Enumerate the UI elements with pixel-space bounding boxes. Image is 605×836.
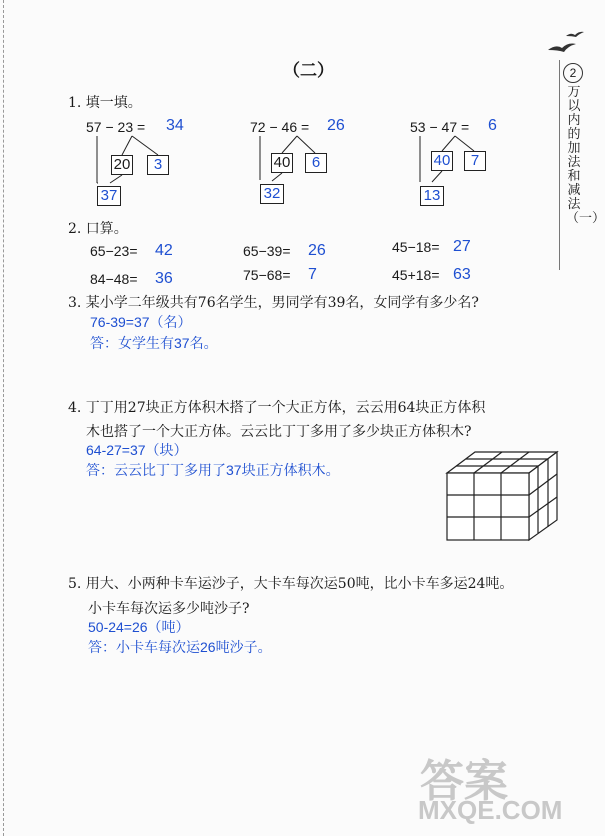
q2-answer: 26 (308, 242, 326, 259)
bird-icon (548, 44, 576, 53)
q1-box-result: 32 (260, 184, 284, 204)
q5-answer: 答：小卡车每次运26吨沙子。 (88, 639, 272, 655)
watermark-logo: 答案 (420, 757, 508, 806)
q2-eq: 65−23= (90, 243, 138, 259)
q2-eq: 45+18= (392, 267, 440, 283)
q1-box-ones: 6 (305, 153, 327, 173)
q1-eq: 72 − 46 = (250, 119, 310, 135)
q2-answer: 42 (155, 242, 173, 259)
q1-box-result: 13 (420, 186, 444, 206)
q4-answer: 答：云云比丁丁多用了37块正方体积木。 (86, 462, 340, 478)
q1-label: 1. 填一填。 (68, 95, 142, 111)
q3-label: 3. 某小学二年级共有76名学生，男同学有39名，女同学有多少名? (68, 295, 479, 311)
q2-eq: 84−48= (90, 271, 138, 287)
page-number-badge: 2 (563, 63, 583, 83)
q5-label-line2: 小卡车每次运多少吨沙子? (88, 601, 250, 617)
q2-answer: 7 (308, 266, 317, 283)
chapter-title: 万以内的加法和减法（一） (566, 85, 605, 226)
q1-box-ones: 3 (147, 155, 169, 175)
bird-icon (566, 32, 584, 37)
q2-eq: 75−68= (243, 267, 291, 283)
q4-calc: 64-27=37（块） (86, 442, 188, 458)
q1-box-ones: 7 (464, 151, 486, 171)
q1-box-result: 37 (97, 186, 121, 206)
watermark-url: MXQE.COM (418, 795, 563, 825)
q2-label: 2. 口算。 (68, 221, 128, 237)
q1-answer: 34 (166, 117, 184, 134)
q5-calc: 50-24=26（吨） (88, 619, 190, 635)
side-divider (559, 60, 560, 270)
q2-eq: 45−18= (392, 239, 440, 255)
q2-eq: 65−39= (243, 243, 291, 259)
q1-eq: 57 − 23 = (86, 119, 146, 135)
q1-box-tens: 40 (271, 153, 293, 173)
q1-eq: 53 − 47 = (410, 119, 470, 135)
q2-answer: 63 (453, 266, 471, 283)
q5-label-line1: 5. 用大、小两种卡车运沙子，大卡车每次运50吨，比小卡车多运24吨。 (68, 576, 514, 592)
section-title: （二） (283, 61, 334, 81)
q4-label-line2: 木也搭了一个大正方体。云云比丁丁多用了多少块正方体积木? (86, 424, 472, 440)
q3-answer: 答：女学生有37名。 (90, 335, 218, 351)
q3-calc: 76-39=37（名） (90, 314, 192, 330)
q2-answer: 36 (155, 270, 173, 287)
q1-box-tens: 20 (111, 155, 133, 175)
q1-box-tens: 40 (431, 151, 453, 171)
cube-illustration (447, 452, 557, 540)
q2-answer: 27 (453, 238, 471, 255)
q1-answer: 6 (488, 117, 497, 134)
q1-answer: 26 (327, 117, 345, 134)
q4-label-line1: 4. 丁丁用27块正方体积木搭了一个大正方体，云云用64块正方体积 (68, 400, 486, 416)
